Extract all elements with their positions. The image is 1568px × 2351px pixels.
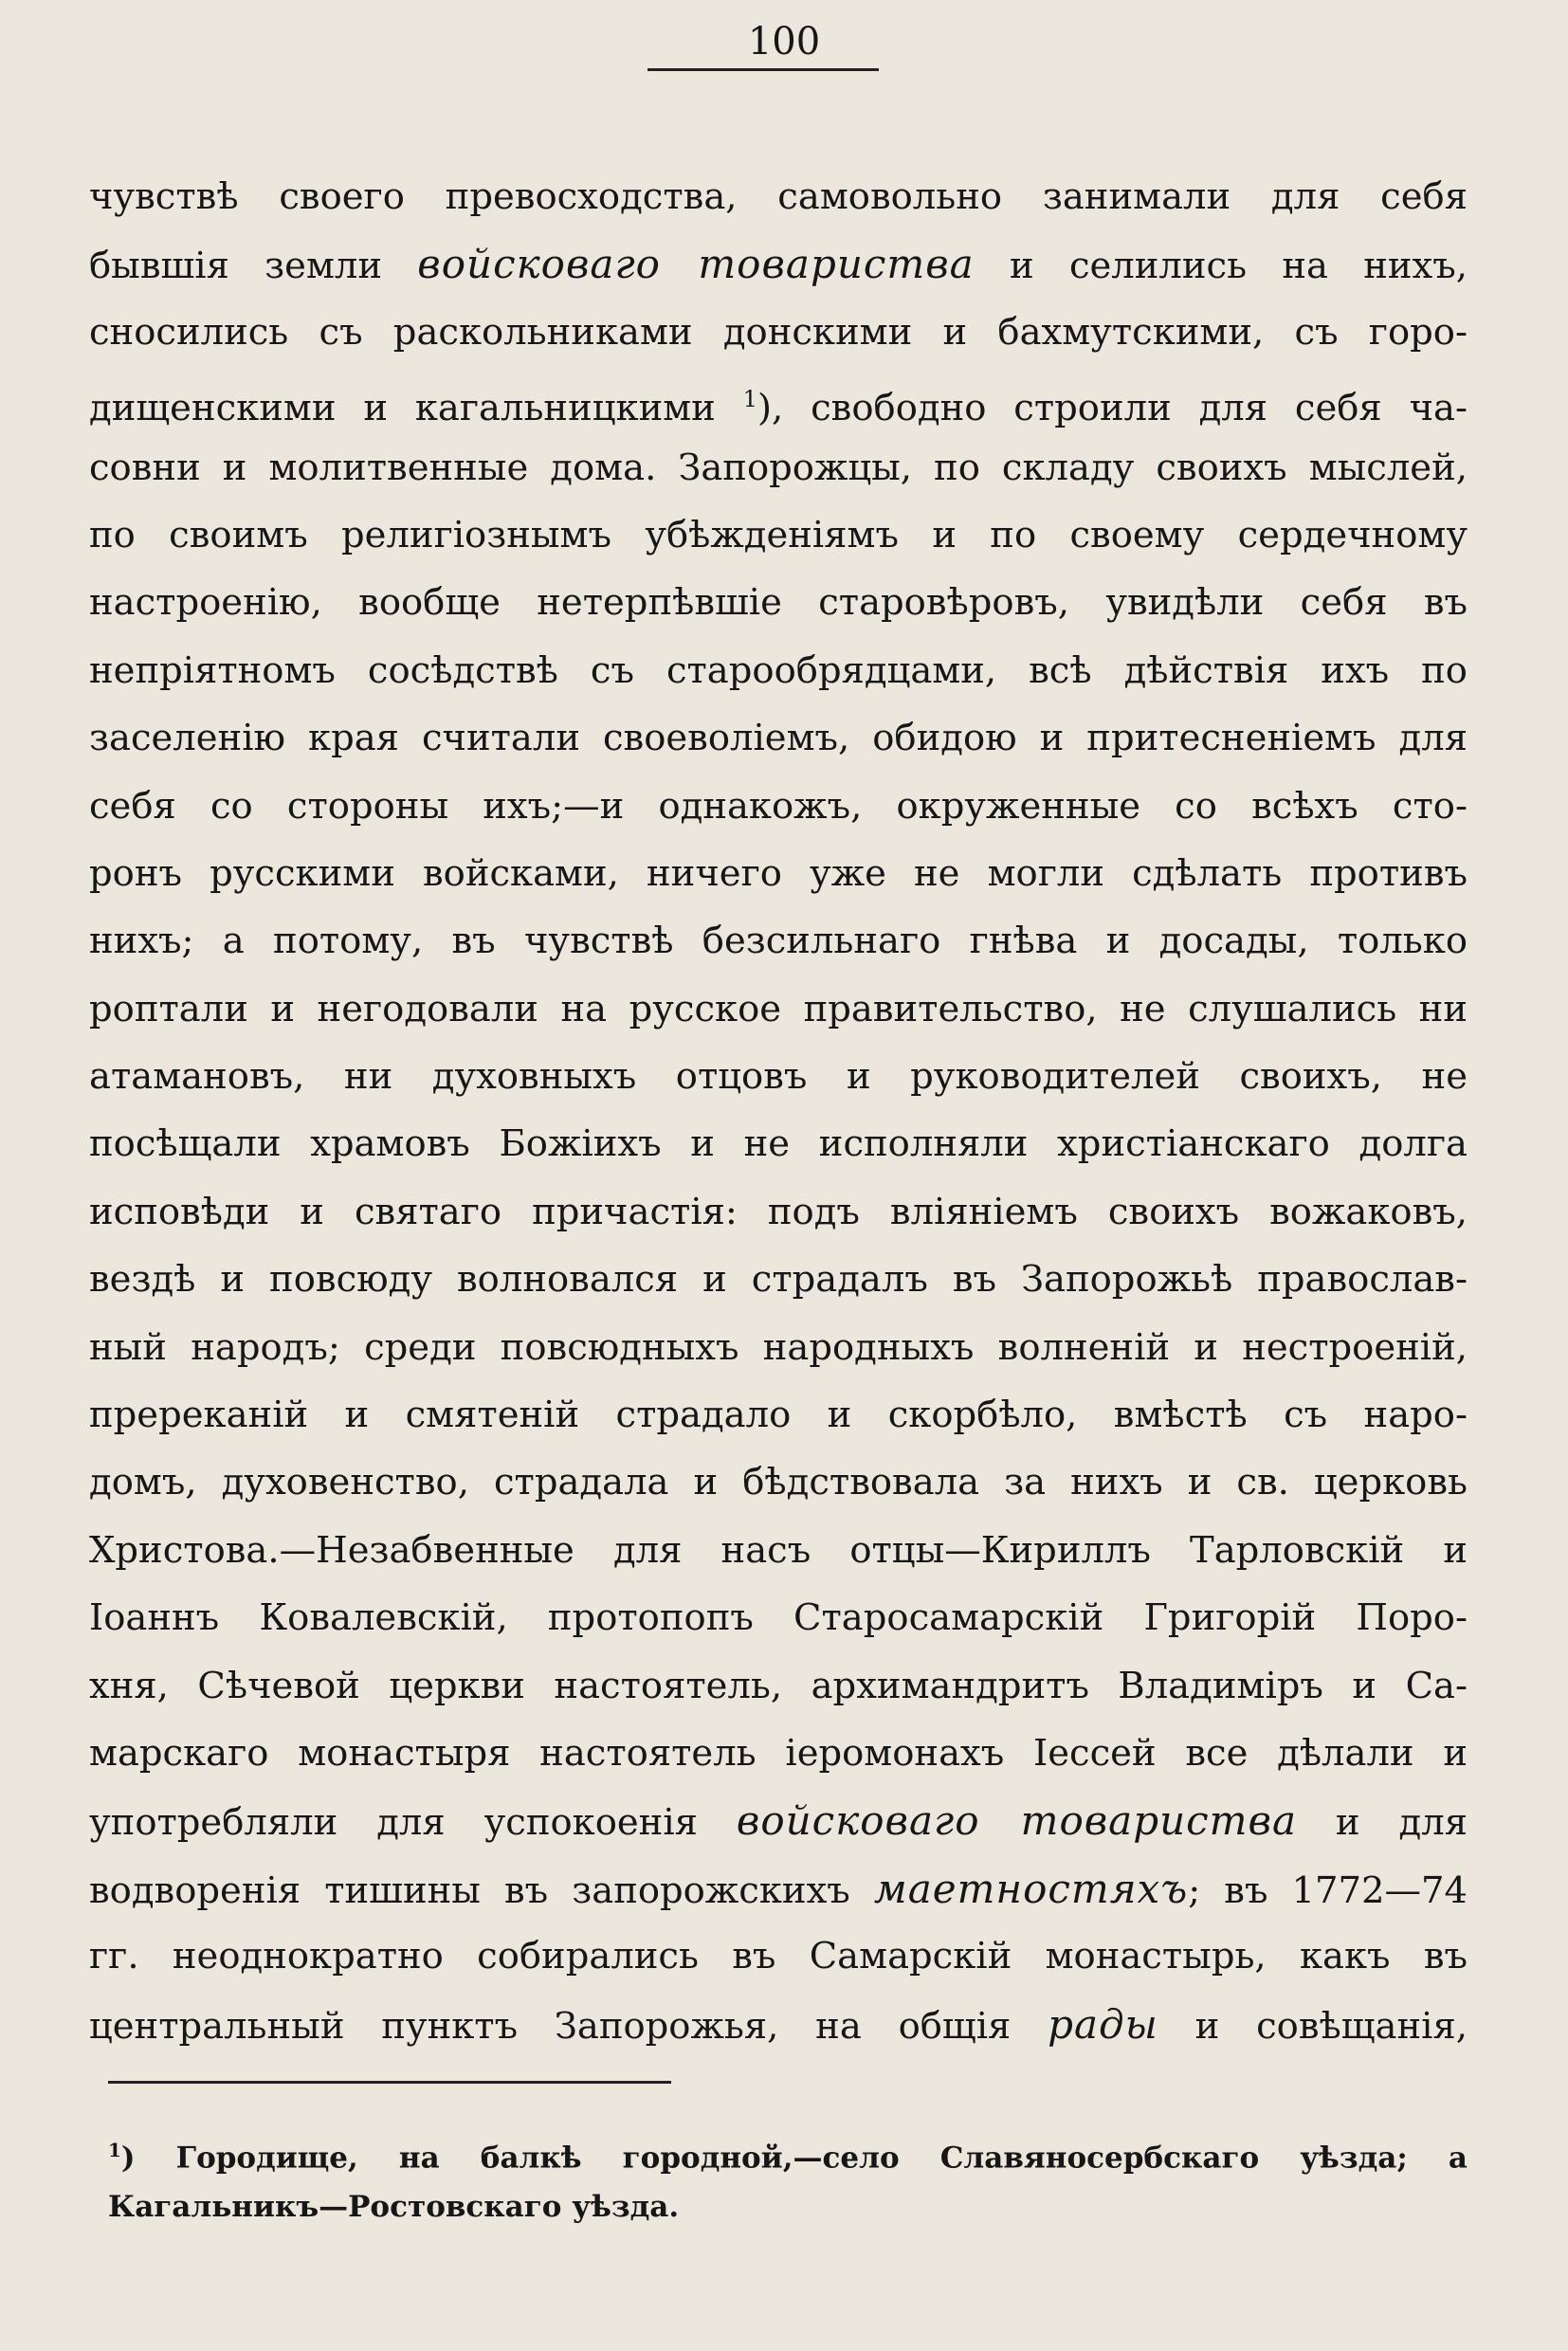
body-line — [89, 230, 1468, 298]
text-run: Іоаннъ Ковалевскій, протопопъ Старосамарскій Григорій Поро- — [89, 1596, 1468, 1640]
body-line — [89, 1517, 1468, 1584]
body-line — [89, 1923, 1468, 1990]
text-run: ронъ русскими войсками, ничего уже не могли сдѣлать противъ — [89, 851, 1468, 895]
body-line — [89, 366, 1468, 433]
body-line — [89, 907, 1468, 975]
text-run: ный народъ; среди повсюдныхъ народныхъ волненій и нестроеній, — [89, 1325, 1468, 1369]
body-line — [89, 299, 1468, 366]
text-run: себя со стороны ихъ;—и однакожъ, окруженные со всѣхъ сто- — [89, 784, 1468, 828]
text-run: исповѣди и святаго причастія: подъ вліяніемъ своихъ вожаковъ, — [89, 1190, 1468, 1233]
text-run: непріятномъ сосѣдствѣ съ старообрядцами, всѣ дѣйствія ихъ по — [89, 648, 1468, 692]
text-run: ; въ 1772—74 — [1188, 1868, 1468, 1912]
text-run: марскаго монастыря настоятель іеромонахъ Іессей все дѣлали и — [89, 1731, 1468, 1775]
body-line — [89, 163, 1468, 230]
body-line — [89, 1381, 1468, 1449]
body-line — [89, 1720, 1468, 1787]
body-line — [89, 569, 1468, 636]
body-line — [89, 1652, 1468, 1720]
footnote — [108, 2122, 1468, 2235]
text-run: атамановъ, ни духовныхъ отцовъ и руководителей своихъ, не — [89, 1055, 1468, 1099]
footnote-line — [108, 2178, 1468, 2235]
text-run: и совѣщанія, — [1158, 2004, 1468, 2048]
text-run: нихъ; а потому, въ чувствѣ безсильнаго гнѣва и досады, только — [89, 920, 1468, 963]
text-run: настроенію, вообще нетерпѣвшіе старовѣровъ, увидѣли себя въ — [89, 581, 1468, 625]
text-run: заселенію края считали своеволіемъ, обидою и притесненіемъ для — [89, 717, 1468, 760]
body-line — [89, 1855, 1468, 1923]
italic-term: войсковаго товариства — [417, 241, 975, 288]
body-line — [89, 773, 1468, 840]
italic-term: рады — [1048, 2000, 1158, 2048]
text-run: употребляли для успокоенія — [89, 1801, 737, 1845]
text-run: дищенскими и кагальницкими — [89, 387, 743, 429]
text-run: роптали и негодовали на русское правительство, не слушались ни — [89, 987, 1468, 1030]
body-line — [89, 501, 1468, 569]
body-line — [89, 1246, 1468, 1313]
text-run: ), свободно строили для себя ча- — [757, 387, 1468, 429]
body-line — [89, 1787, 1468, 1854]
body-line — [89, 704, 1468, 772]
footnote-rule — [108, 2081, 671, 2084]
body-line — [89, 975, 1468, 1043]
text-run: совни и молитвенные дома. Запорожцы, по складу своихъ мыслей, — [89, 446, 1468, 489]
text-run: посѣщали храмовъ Божіихъ и не исполняли христіанскаго долга — [89, 1122, 1468, 1166]
text-run: домъ, духовенство, страдала и бѣдствовала за нихъ и св. церковь — [89, 1461, 1468, 1504]
text-run: центральный пунктъ Запорожья, на общія — [89, 2004, 1048, 2048]
text-run: Кагальникъ—Ростовскаго уѣзда. — [108, 2190, 680, 2224]
text-run: водворенія тишины въ запорожскихъ — [89, 1868, 874, 1912]
text-run: ) Городище, на балкѣ городной,—село Славяносербскаго уѣзда; а — [120, 2141, 1468, 2176]
text-run: вездѣ и повсюду волновался и страдалъ въ Запорожьѣ православ- — [89, 1258, 1468, 1302]
text-run: чувствѣ своего превосходства, самовольно занимали для себя — [89, 175, 1468, 218]
footnote-marker: 1 — [742, 386, 757, 413]
footnote-line — [108, 2122, 1468, 2178]
main-text — [89, 163, 1468, 2058]
body-line — [89, 434, 1468, 501]
text-run: по своимъ религіознымъ убѣжденіямъ и по своему сердечному — [89, 513, 1468, 556]
body-line — [89, 1110, 1468, 1177]
text-run: и селились на нихъ, — [974, 245, 1468, 288]
body-line — [89, 1314, 1468, 1381]
text-run: и для — [1296, 1801, 1468, 1845]
body-line — [89, 1991, 1468, 2058]
text-run: пререканій и смятеній страдало и скорбѣло, вмѣстѣ съ наро- — [89, 1394, 1468, 1437]
text-run: Христова.—Незабвенные для насъ отцы—Кириллъ Тарловскій и — [89, 1528, 1468, 1572]
footnote-marker: 1 — [108, 2139, 121, 2161]
body-line — [89, 840, 1468, 907]
page-number: 100 — [747, 20, 821, 64]
header-rule — [647, 68, 879, 71]
body-line — [89, 637, 1468, 704]
italic-term: войсковаго товариства — [736, 1797, 1297, 1845]
body-line — [89, 1178, 1468, 1246]
body-line — [89, 1449, 1468, 1516]
italic-term: маетностяхъ — [873, 1865, 1189, 1912]
body-line — [89, 1043, 1468, 1110]
text-run: гг. неоднократно собирались въ Самарскій монастырь, какъ въ — [89, 1935, 1468, 1978]
text-run: бывшія земли — [89, 245, 418, 288]
body-line — [89, 1584, 1468, 1651]
text-run: сносились съ раскольниками донскими и бахмутскими, съ горо- — [89, 310, 1468, 354]
text-run: хня, Сѣчевой церкви настоятель, архимандритъ Владиміръ и Са- — [89, 1664, 1468, 1707]
